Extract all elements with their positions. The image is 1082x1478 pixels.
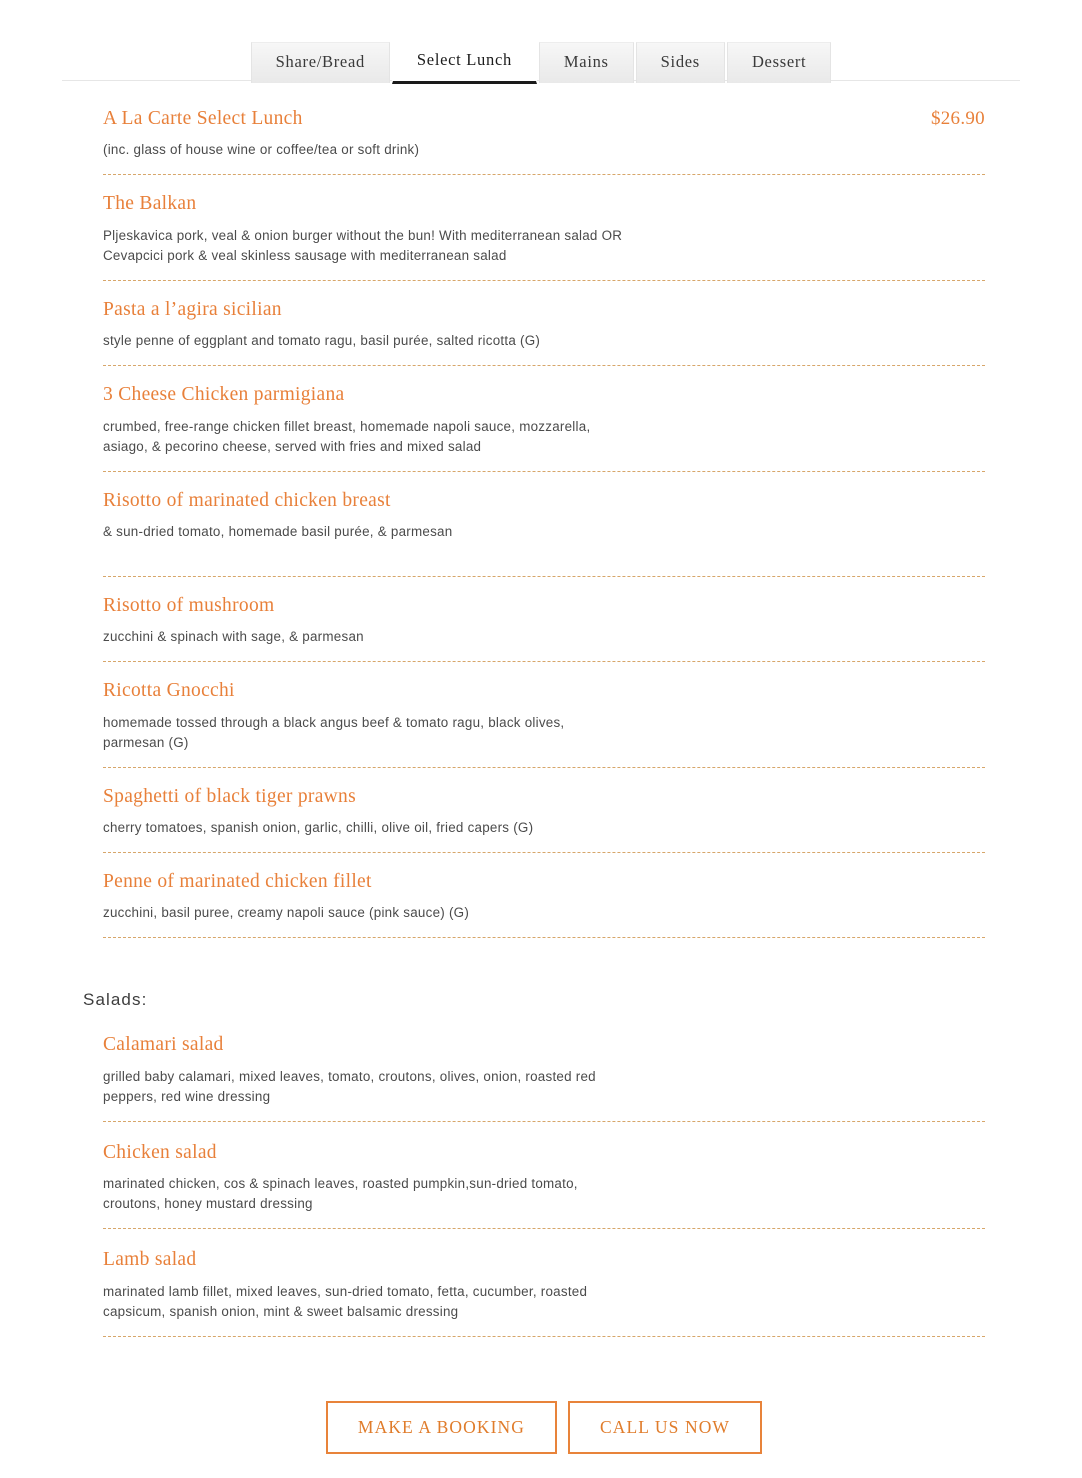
tab-share-bread[interactable]: Share/Bread xyxy=(251,42,390,83)
menu-item-description-line: Cevapcici pork & veal skinless sausage with mediterranean salad xyxy=(103,246,985,266)
menu-item-header xyxy=(103,870,985,894)
menu-item-description-line: (inc. glass of house wine or coffee/tea or soft drink) xyxy=(103,140,985,160)
menu-item-description-line: marinated lamb fillet, mixed leaves, sun-dried tomato, fetta, cucumber, roasted xyxy=(103,1282,985,1302)
menu-item-header xyxy=(103,679,985,703)
menu-item-list xyxy=(103,81,985,938)
menu-item-description-line: style penne of eggplant and tomato ragu, basil purée, salted ricotta (G) xyxy=(103,331,985,351)
menu-item-title: Pasta a l’agira sicilian xyxy=(103,298,282,322)
menu-item-description xyxy=(103,226,985,266)
menu-item-title: 3 Cheese Chicken parmigiana xyxy=(103,383,344,407)
menu-item xyxy=(103,472,985,577)
menu-tabbar xyxy=(0,0,1082,81)
menu-item xyxy=(103,662,985,767)
menu-item xyxy=(103,281,985,366)
menu-item-title: Risotto of marinated chicken breast xyxy=(103,489,391,513)
menu-item-description-line: peppers, red wine dressing xyxy=(103,1087,985,1107)
menu-item-description-line: marinated chicken, cos & spinach leaves, roasted pumpkin,sun-dried tomato, xyxy=(103,1174,985,1194)
menu-item-description xyxy=(103,331,985,351)
menu-item xyxy=(103,366,985,471)
menu-item-title: Calamari salad xyxy=(103,1033,224,1057)
menu-item xyxy=(103,81,985,175)
menu-item xyxy=(103,1122,985,1229)
menu-item-title: A La Carte Select Lunch xyxy=(103,107,303,131)
call-us-now-button[interactable]: CALL US NOW xyxy=(568,1401,762,1455)
menu-item-header xyxy=(103,298,985,322)
menu-item-title: The Balkan xyxy=(103,192,196,216)
menu-item-description-line: cherry tomatoes, spanish onion, garlic, chilli, olive oil, fried capers (G) xyxy=(103,818,985,838)
menu-item xyxy=(103,175,985,280)
menu-item-description-line: asiago, & pecorino cheese, served with fries and mixed salad xyxy=(103,437,985,457)
menu-item-description xyxy=(103,713,985,753)
menu-item-title: Chicken salad xyxy=(103,1141,217,1165)
menu-item-description-line: homemade tossed through a black angus beef & tomato ragu, black olives, xyxy=(103,713,985,733)
menu-item-header xyxy=(103,785,985,809)
menu-item-header xyxy=(103,1248,985,1272)
menu-item-description-line: parmesan (G) xyxy=(103,733,985,753)
menu-item-description-line: capsicum, spanish onion, mint & sweet balsamic dressing xyxy=(103,1302,985,1322)
tab-select-lunch[interactable]: Select Lunch xyxy=(392,40,537,84)
menu-item-description xyxy=(103,1282,985,1322)
menu-item-description-line: & sun-dried tomato, homemade basil purée, & parmesan xyxy=(103,522,985,542)
menu-item xyxy=(103,1014,985,1121)
menu-item-description xyxy=(103,627,985,647)
menu-item-description xyxy=(103,1067,985,1107)
action-buttons xyxy=(103,1337,985,1478)
tab-dessert[interactable]: Dessert xyxy=(727,42,831,83)
tab-list xyxy=(0,40,1082,83)
menu-item-spacer xyxy=(103,542,985,562)
menu-item-title: Lamb salad xyxy=(103,1248,196,1272)
menu-item xyxy=(103,768,985,853)
menu-item-description xyxy=(103,818,985,838)
salads-item-list xyxy=(103,1014,985,1336)
salads-group xyxy=(103,938,985,1336)
menu-item-description-line: crumbed, free-range chicken fillet breast, homemade napoli sauce, mozzarella, xyxy=(103,417,985,437)
menu-item-header xyxy=(103,107,985,131)
make-a-booking-button[interactable]: MAKE A BOOKING xyxy=(326,1401,557,1455)
menu-item-title: Penne of marinated chicken fillet xyxy=(103,870,372,894)
menu-item-description xyxy=(103,522,985,562)
menu-item-description-line: Pljeskavica pork, veal & onion burger without the bun! With mediterranean salad OR xyxy=(103,226,985,246)
menu-item-header xyxy=(103,489,985,513)
menu-item xyxy=(103,1229,985,1336)
menu-item-description xyxy=(103,1174,985,1214)
menu-item-title: Spaghetti of black tiger prawns xyxy=(103,785,356,809)
menu-item-header xyxy=(103,594,985,618)
tab-sides[interactable]: Sides xyxy=(636,42,725,83)
salads-heading: Salads: xyxy=(83,990,985,1010)
menu-item-description-line: croutons, honey mustard dressing xyxy=(103,1194,985,1214)
menu-item-header xyxy=(103,1141,985,1165)
menu-item-header xyxy=(103,1033,985,1057)
menu-item-description-line: grilled baby calamari, mixed leaves, tomato, croutons, olives, onion, roasted red xyxy=(103,1067,985,1087)
menu-item-title: Risotto of mushroom xyxy=(103,594,274,618)
menu-item-description xyxy=(103,140,985,160)
menu-item-description xyxy=(103,903,985,923)
menu-item-price: $26.90 xyxy=(931,108,985,130)
menu-item xyxy=(103,577,985,662)
menu-item-title: Ricotta Gnocchi xyxy=(103,679,235,703)
tab-mains[interactable]: Mains xyxy=(539,42,634,83)
menu-content xyxy=(0,81,1082,1478)
menu-item-header xyxy=(103,383,985,407)
menu-item xyxy=(103,853,985,938)
menu-item-description-line: zucchini, basil puree, creamy napoli sauce (pink sauce) (G) xyxy=(103,903,985,923)
menu-item-description xyxy=(103,417,985,457)
menu-item-description-line: zucchini & spinach with sage, & parmesan xyxy=(103,627,985,647)
menu-item-header xyxy=(103,192,985,216)
